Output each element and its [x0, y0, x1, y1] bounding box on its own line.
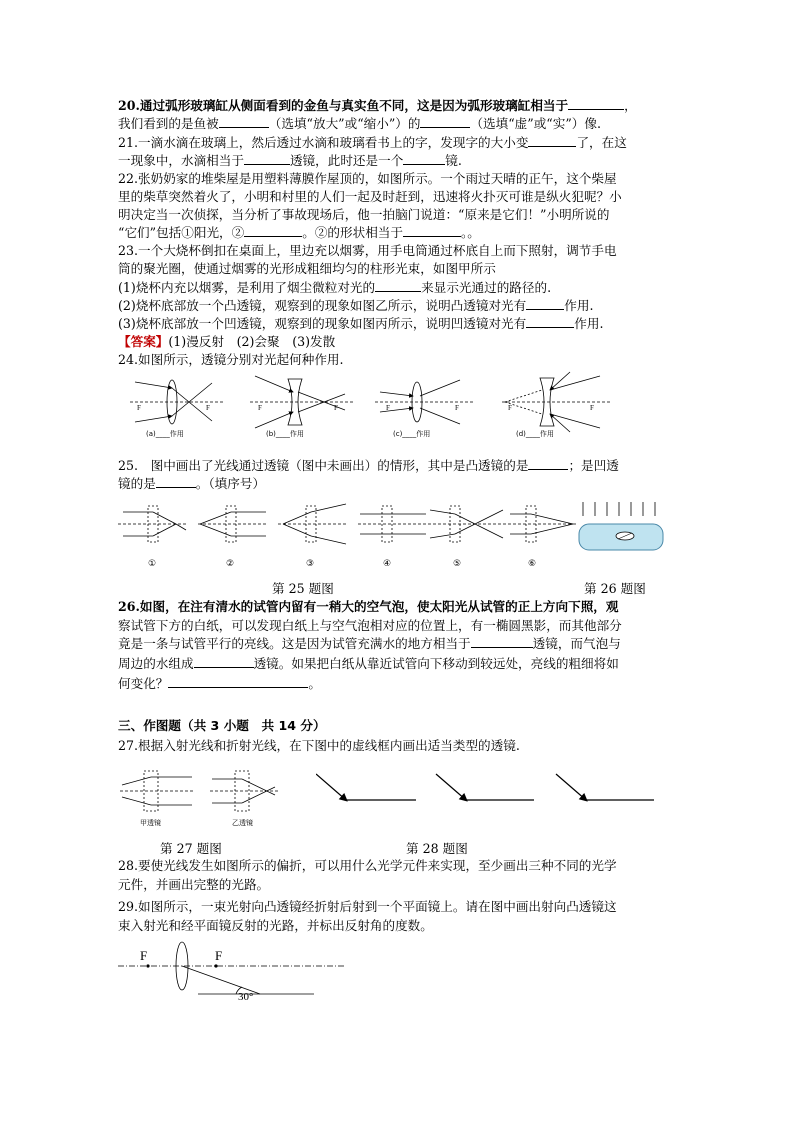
q26-line3: 竟是一条与试管平行的亮线。这是因为试管充满水的地方相当于 透镜，而气泡与 [118, 636, 621, 651]
q26-blank-2[interactable] [194, 655, 254, 668]
q25-line1: 25. 图中画出了光线通过透镜（图中未画出）的情形，其中是凸透镜的是 ；是凹透 [118, 458, 619, 473]
q26-figure [577, 500, 667, 560]
q21-line2: 一现象中，水滴相当于 透镜，此时还是一个 镜. [118, 153, 462, 168]
q27-lens-a: 甲透镜 [140, 819, 161, 827]
q26-line5: 何变化？ 。 [118, 676, 321, 691]
q26-caption: 第 26 题图 [584, 581, 646, 596]
q26-blank-1[interactable] [471, 635, 533, 648]
q23-line1: 23.一个大烧杯倒扣在桌面上，里边充以烟雾，用手电筒通过杯底自上而下照射，调节手电 [118, 243, 617, 258]
svg-text:F: F [590, 404, 594, 412]
q21-blank-3[interactable] [403, 152, 445, 165]
q28-caption: 第 28 题图 [406, 841, 468, 856]
q27-lens-b: 乙透镜 [232, 819, 253, 827]
q29-focus-left: F [140, 948, 148, 963]
q21-line1: 21.一滴水滴在玻璃上，然后透过水滴和玻璃看书上的字，发现字的大小变 了，在这 [118, 135, 627, 150]
q20-blank-2[interactable] [219, 115, 269, 128]
q25-blank-1[interactable] [528, 457, 568, 470]
q23-blank-1[interactable] [375, 279, 421, 292]
svg-text:F: F [258, 404, 262, 412]
q27-caption: 第 27 题图 [160, 841, 222, 856]
q25-caption: 第 25 题图 [272, 581, 334, 596]
q28-figure [316, 770, 656, 815]
q23-line3: (1)烧杯内充以烟雾，是利用了烟尘微粒对光的 来显示光通过的路径的. [118, 280, 552, 295]
q22-blank-1[interactable] [244, 224, 302, 237]
svg-text:F: F [206, 404, 210, 412]
q21-blank-1[interactable] [528, 134, 576, 147]
q20-blank-1[interactable] [568, 97, 624, 110]
q25-num-4: ④ [383, 559, 392, 569]
q26-line2: 察试管下方的白纸，可以发现白纸上与空气泡相对应的位置上，有一椭圆黑影，而其他部分 [118, 618, 622, 633]
q23-blank-2[interactable] [526, 297, 564, 310]
svg-text:F: F [386, 404, 390, 412]
q22-line1: 22.张奶奶家的堆柴屋是用塑料薄膜作屋顶的，如图所示。一个雨过天晴的正午，这个柴屋 [118, 171, 617, 186]
q20-line2: 我们看到的是鱼被 （选填“放大”或“缩小”）的 （选填“虚”或“实”）像. [118, 116, 601, 131]
svg-text:F: F [455, 404, 459, 412]
q23-blank-3[interactable] [526, 315, 574, 328]
q29-line2: 束入射光和经平面镜反射的光路，并标出反射角的度数。 [118, 918, 433, 933]
q22-line4: “它们”包括①阳光，② 。②的形状相当于 。。 [118, 225, 480, 240]
q25-num-6: ⑥ [528, 559, 537, 569]
q25-num-3: ③ [306, 559, 315, 569]
q29-line1: 29.如图所示，一束光射向凸透镜经折射后射到一个平面镜上。请在图中画出射向凸透镜这 [118, 899, 617, 914]
q25-figure [118, 494, 578, 574]
answer-tag: 【答案】 [118, 334, 169, 349]
q22-blank-2[interactable] [403, 224, 461, 237]
q29-figure [118, 940, 348, 1002]
q23-answer: 【答案】(1)漫反射 (2)会聚 (3)发散 [118, 334, 336, 349]
q25-num-2: ② [226, 559, 235, 569]
q28-line2: 元件，并画出完整的光路。 [118, 877, 270, 892]
q27-text: 27.根据入射光线和折射光线，在下图中的虚线框内画出适当类型的透镜. [118, 738, 520, 753]
q25-blank-2[interactable] [156, 475, 196, 488]
q23-line2: 筒的聚光圈，使通过烟雾的光形成粗细均匀的柱形光束，如图甲所示 [118, 261, 496, 276]
q25-line2: 镜的是 。（填序号） [118, 476, 266, 491]
q25-num-1: ① [148, 559, 157, 569]
svg-text:F: F [334, 404, 338, 412]
q28-line1: 28.要使光线发生如图所示的偏折，可以用什么光学元件来实现，至少画出三种不同的光学 [118, 858, 617, 873]
q24-label-d: (d)____作用 [516, 430, 554, 438]
q22-line3: 明决定当一次侦探，当分析了事故现场后，他一拍脑门说道：“原来是它们！”小明所说的 [118, 207, 610, 222]
svg-text:F: F [508, 404, 512, 412]
focus-label: F [137, 404, 141, 412]
q26-line1: 26.如图，在注有清水的试管内留有一稍大的空气泡，使太阳光从试管的正上方向下照，观 [118, 599, 619, 614]
q27-figure [120, 765, 280, 830]
q22-line2: 里的柴草突然着火了，小明和村里的人们一起及时赶到，迅速将火扑灭可谁是纵火犯呢？小 [118, 189, 622, 204]
q29-angle: 30° [238, 991, 254, 1002]
q25-num-5: ⑤ [453, 559, 462, 569]
section-title: 三、作图题（共 3 小题 共 14 分） [118, 718, 326, 733]
q24-label-a: (a)____作用 [146, 430, 184, 438]
q21-blank-2[interactable] [244, 152, 290, 165]
q20-blank-3[interactable] [420, 115, 470, 128]
q24-label-c: (c)____作用 [393, 430, 431, 438]
q29-focus-right: F [215, 948, 223, 963]
q23-line5: (3)烧杯底部放一个凹透镜，观察到的现象如图丙所示，说明凹透镜对光有 作用. [118, 316, 604, 331]
q20-line1: 20.通过弧形玻璃缸从侧面看到的金鱼与真实鱼不同，这是因为弧形玻璃缸相当于 ， [118, 98, 637, 113]
q23-line4: (2)烧杯底部放一个凸透镜，观察到的现象如图乙所示，说明凸透镜对光有 作用. [118, 298, 594, 313]
q26-line4: 周边的水组成 透镜。如果把白纸从靠近试管向下移动到较远处，亮线的粗细将如 [118, 656, 619, 671]
q24-text: 24.如图所示，透镜分别对光起何种作用. [118, 352, 344, 367]
q26-blank-3[interactable] [168, 675, 308, 688]
q24-label-b: (b)____作用 [266, 430, 304, 438]
